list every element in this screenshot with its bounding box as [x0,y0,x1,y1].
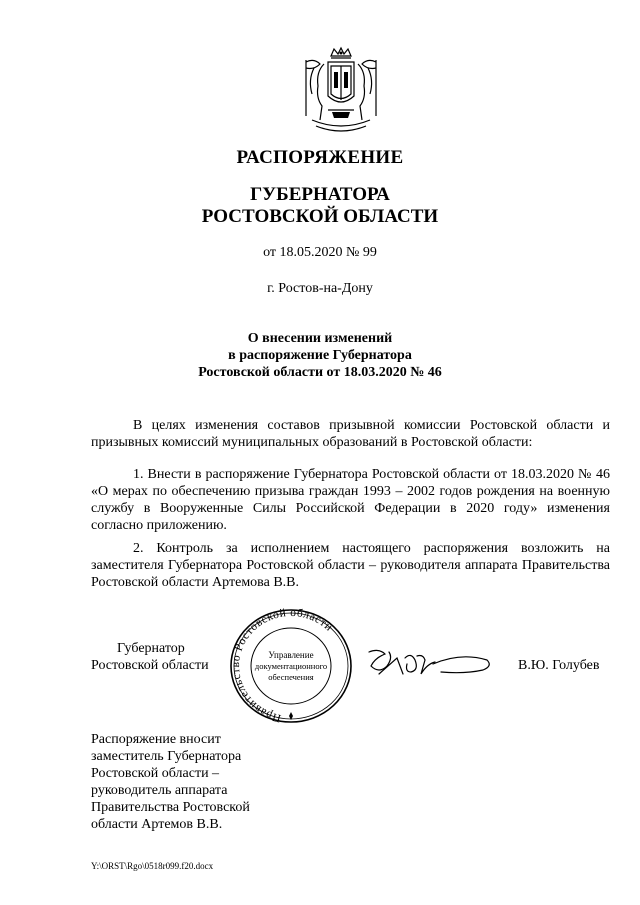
preamble-paragraph: В целях изменения составов призывной комиссии Ростовской области и призывных комиссий муниципальных образований в Ростовской области: [91,418,610,450]
stamp-center-line-1: Управление [268,650,314,660]
document-city: г. Ростов-на-Дону [267,281,373,296]
subject-line-2: в распоряжение Губернатора [228,348,412,363]
file-path-footer: Y:\ORST\Rgo\0518r099.f20.docx [91,861,214,871]
handwritten-signature [365,644,495,684]
introduced-by-line-5: Правительства Ростовской [91,800,250,815]
signatory-title-line-1: Губернатор [117,641,185,656]
issuer-line-2: РОСТОВСКОЙ ОБЛАСТИ [201,206,439,227]
introduced-by-line-1: Распоряжение вносит [91,732,221,747]
stamp-center-line-2: документационного [254,661,328,671]
introduced-by-line-2: заместитель Губернатора [91,749,242,764]
stamp-center-line-3: обеспечения [268,672,314,682]
stamp-ring-text: Правительство Ростовской области [229,606,335,724]
coat-of-arms-emblem [298,46,384,136]
official-stamp [226,606,356,724]
subject-line-3: Ростовской области от 18.03.2020 № 46 [198,365,442,380]
introduced-by-line-4: руководитель аппарата [91,783,228,798]
issuer-line-1: ГУБЕРНАТОРА [250,184,390,205]
signatory-name: В.Ю. Голубев [518,658,600,673]
introduced-by-line-6: области Артемов В.В. [91,817,223,832]
item-2-paragraph: 2. Контроль за исполнением настоящего распоряжения возложить на заместителя Губернатора Ростовской области – руководителя аппарата Правительства Ростовской области Артемова В.В. [91,541,610,590]
subject-line-1: О внесении изменений [247,331,393,346]
document-date-number: от 18.05.2020 № 99 [263,245,377,260]
signatory-title-line-2: Ростовской области [91,658,209,673]
item-1-paragraph: 1. Внести в распоряжение Губернатора Ростовской области от 18.03.2020 № 46 «О мерах по обеспечению призыва граждан 1993 – 2002 годов рождения на военную службу в Вооруженные Силы Российской Федерации в 2020 году» изменения согласно приложению. [91,467,610,533]
introduced-by-line-3: Ростовской области – [91,766,220,781]
document-type-title: РАСПОРЯЖЕНИЕ [236,147,404,168]
